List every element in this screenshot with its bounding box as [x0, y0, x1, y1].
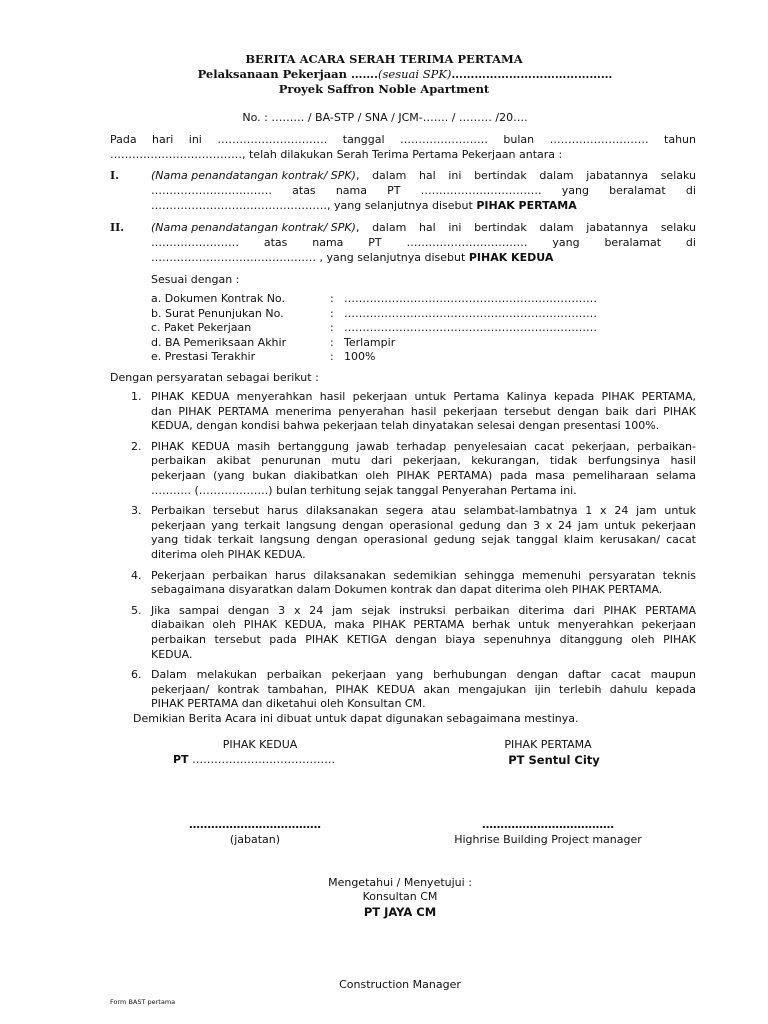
condition-number: 2.: [131, 439, 142, 453]
party-1-signatory: (Nama penandatangan kontrak/ SPK): [151, 169, 356, 182]
conditions-list: [131, 390, 696, 712]
party-1-position: Highrise Building Project manager: [454, 833, 642, 846]
sesuai-heading: Sesuai dengan :: [151, 273, 240, 286]
reference-item: b. Surat Penunjukan No. : ……………………………………………………………: [151, 306, 597, 320]
condition-item: [131, 569, 696, 598]
condition-text: [151, 440, 696, 498]
condition-line: pekerjaan yang terkait langsung dengan operasional gedung dan 3 x 24 jam untuk pekerjaan: [151, 518, 696, 532]
party-2-signature-line: ………………………………: [189, 818, 321, 831]
witness-approval: Mengetahui / Menyetujui :: [328, 876, 472, 889]
witness-role: Konsultan CM: [362, 890, 438, 903]
condition-item: [131, 440, 696, 498]
party-1-line-2: …………………………… atas nama PT …………………………… yang beralamat di: [151, 184, 696, 197]
party-1-designation: PIHAK PERTAMA: [476, 199, 577, 212]
party-1-line-3: …………………………………………, yang selanjutnya disebut PIHAK PERTAMA: [151, 199, 577, 212]
form-footer: Form BAST pertama: [110, 998, 176, 1006]
condition-line: Jika sampai dengan 3 x 24 jam sejak instruksi perbaikan diterima dari PIHAK PERTAMA: [151, 603, 696, 617]
party-2-signature-role: PIHAK KEDUA: [222, 738, 298, 751]
reference-item: d. BA Pemeriksaan Akhir : Terlampir: [151, 335, 396, 349]
party-2-line-1: (Nama penandatangan kontrak/ SPK) , dalam hal ini bertindak dalam jabatannya selaku: [151, 221, 696, 234]
reference-list: [151, 292, 597, 365]
condition-line: ……….. (……………….) bulan terhitung sejak tanggal Penyerahan Pertama ini.: [151, 483, 577, 497]
party-1-line-1: (Nama penandatangan kontrak/ SPK) , dalam hal ini bertindak dalam jabatannya selaku: [151, 169, 696, 182]
document-title: BERITA ACARA SERAH TERIMA PERTAMA: [245, 52, 523, 66]
conditions-heading: Dengan persyaratan sebagai berikut :: [110, 371, 319, 384]
party-2-numeral: II.: [110, 221, 125, 234]
condition-line: diterima oleh PIHAK KEDUA.: [151, 547, 306, 561]
condition-number: 1.: [131, 390, 142, 403]
party-2-position: (jabatan): [229, 833, 281, 846]
party-2-signatory: (Nama penandatangan kontrak/ SPK): [151, 221, 356, 234]
witness-position: Construction Manager: [339, 978, 461, 991]
party-2-line-2: …………………… atas nama PT …………………………… yang beralamat di: [151, 236, 696, 249]
scope-prefix: Pelaksanaan Pekerjaan …….: [197, 67, 379, 81]
condition-line: Dalam melakukan perbaikan pekerjaan yang berhubungan dengan daftar cacat maupun: [151, 668, 696, 682]
reference-item: c. Paket Pekerjaan : ……………………………………………………………: [151, 321, 597, 335]
condition-line: KEDUA.: [151, 647, 193, 661]
party-2-line-3: ……………………………………… , yang selanjutnya disebut PIHAK KEDUA: [151, 251, 554, 264]
condition-line: PIHAK KEDUA menyerahkan hasil pekerjaan untuk Pertama Kalinya kepada PIHAK PERTAMA,: [151, 390, 696, 403]
scope-italic: (sesuai SPK): [378, 67, 452, 81]
condition-number: 5.: [131, 603, 142, 617]
project-name: Proyek Saffron Noble Apartment: [278, 82, 490, 96]
condition-text: [151, 604, 696, 662]
condition-item: [131, 604, 696, 662]
scope-suffix: ……………………………………: [451, 67, 613, 81]
condition-line: PIHAK KEDUA masih bertanggung jawab terhadap penyelesaian cacat pekerjaan, perbaikan-: [151, 439, 696, 453]
condition-line: sebagaimana disyaratkan dalam Dokumen kontrak dan dapat diterima oleh PIHAK PERTAMA.: [151, 583, 663, 597]
party-1-signature-line: ………………………………: [482, 818, 614, 831]
condition-line: diabaikan oleh PIHAK KEDUA, maka PIHAK PERTAMA berhak untuk menyerahkan pekerjaan: [151, 618, 696, 632]
intro-line-1: Pada hari ini ………………………… tanggal …………………… bulan ……………………… tahun: [110, 133, 696, 146]
witness-company: PT JAYA CM: [363, 905, 437, 919]
condition-item: [131, 504, 696, 562]
closing-statement: Demikian Berita Acara ini dibuat untuk dapat digunakan sebagaimana mestinya.: [133, 712, 579, 725]
party-1-signature-role: PIHAK PERTAMA: [504, 738, 592, 751]
condition-text: [151, 668, 696, 712]
condition-number: 6.: [131, 668, 142, 682]
condition-line: pekerjaan (yang bukan diakibatkan oleh PIHAK PERTAMA) pada masa pemeliharaan selama: [151, 468, 696, 482]
condition-line: dan PIHAK PERTAMA menerima penyerahan hasil pekerjaan tersebut dengan baik dari PIHAK: [151, 404, 696, 418]
condition-text: [151, 390, 696, 434]
party-1-company: PT Sentul City: [508, 753, 600, 767]
condition-number: 4.: [131, 568, 142, 582]
condition-line: yang tidak terkait langsung dengan operasional gedung sejak tanggal klaim kerusakan/ cacat: [151, 533, 696, 547]
condition-line: PIHAK PERTAMA dan diketahui oleh Konsultan CM.: [151, 697, 426, 711]
condition-line: KEDUA, dengan kondisi bahwa pekerjaan telah dinyatakan selesai dengan presentasi 100%.: [151, 419, 660, 433]
condition-text: [151, 569, 696, 598]
party-2-company: PT …………………………………: [173, 753, 336, 766]
reference-item: e. Prestasi Terakhir : 100%: [151, 350, 376, 364]
party-1-numeral: I.: [110, 169, 119, 182]
party-2-designation: PIHAK KEDUA: [468, 251, 554, 264]
reference-item: a. Dokumen Kontrak No. : ……………………………………………………………: [151, 292, 597, 305]
condition-number: 3.: [131, 504, 142, 518]
condition-item: [131, 390, 696, 434]
condition-text: [151, 504, 696, 562]
document-number: No. : ……… / BA-STP / SNA / JCM-……. / ……… /20….: [242, 111, 528, 124]
condition-line: perbaikan tersebut pada PIHAK KETIGA dengan biaya sepenuhnya ditanggung oleh PIHAK: [151, 632, 696, 646]
condition-line: Pekerjaan perbaikan harus dilaksanakan sedemikian sehingga memenuhi persyaratan teknis: [151, 568, 696, 582]
intro-line-2: ………………………………, telah dilakukan Serah Terima Pertama Pekerjaan antara :: [110, 148, 563, 161]
condition-line: Perbaikan tersebut harus dilaksanakan segera atau selambat-lambatnya 1 x 24 jam untuk: [151, 504, 696, 518]
condition-line: pekerjaan/ kontrak tambahan, PIHAK KEDUA akan mengajukan ijin terlebih dahulu kepada: [151, 682, 696, 696]
condition-line: perbaikan akibat penurunan mutu dari pekerjaan, kekurangan, tidak berfungsinya hasil: [151, 454, 696, 468]
condition-item: [131, 668, 696, 712]
project-scope-line: [0, 67, 768, 82]
